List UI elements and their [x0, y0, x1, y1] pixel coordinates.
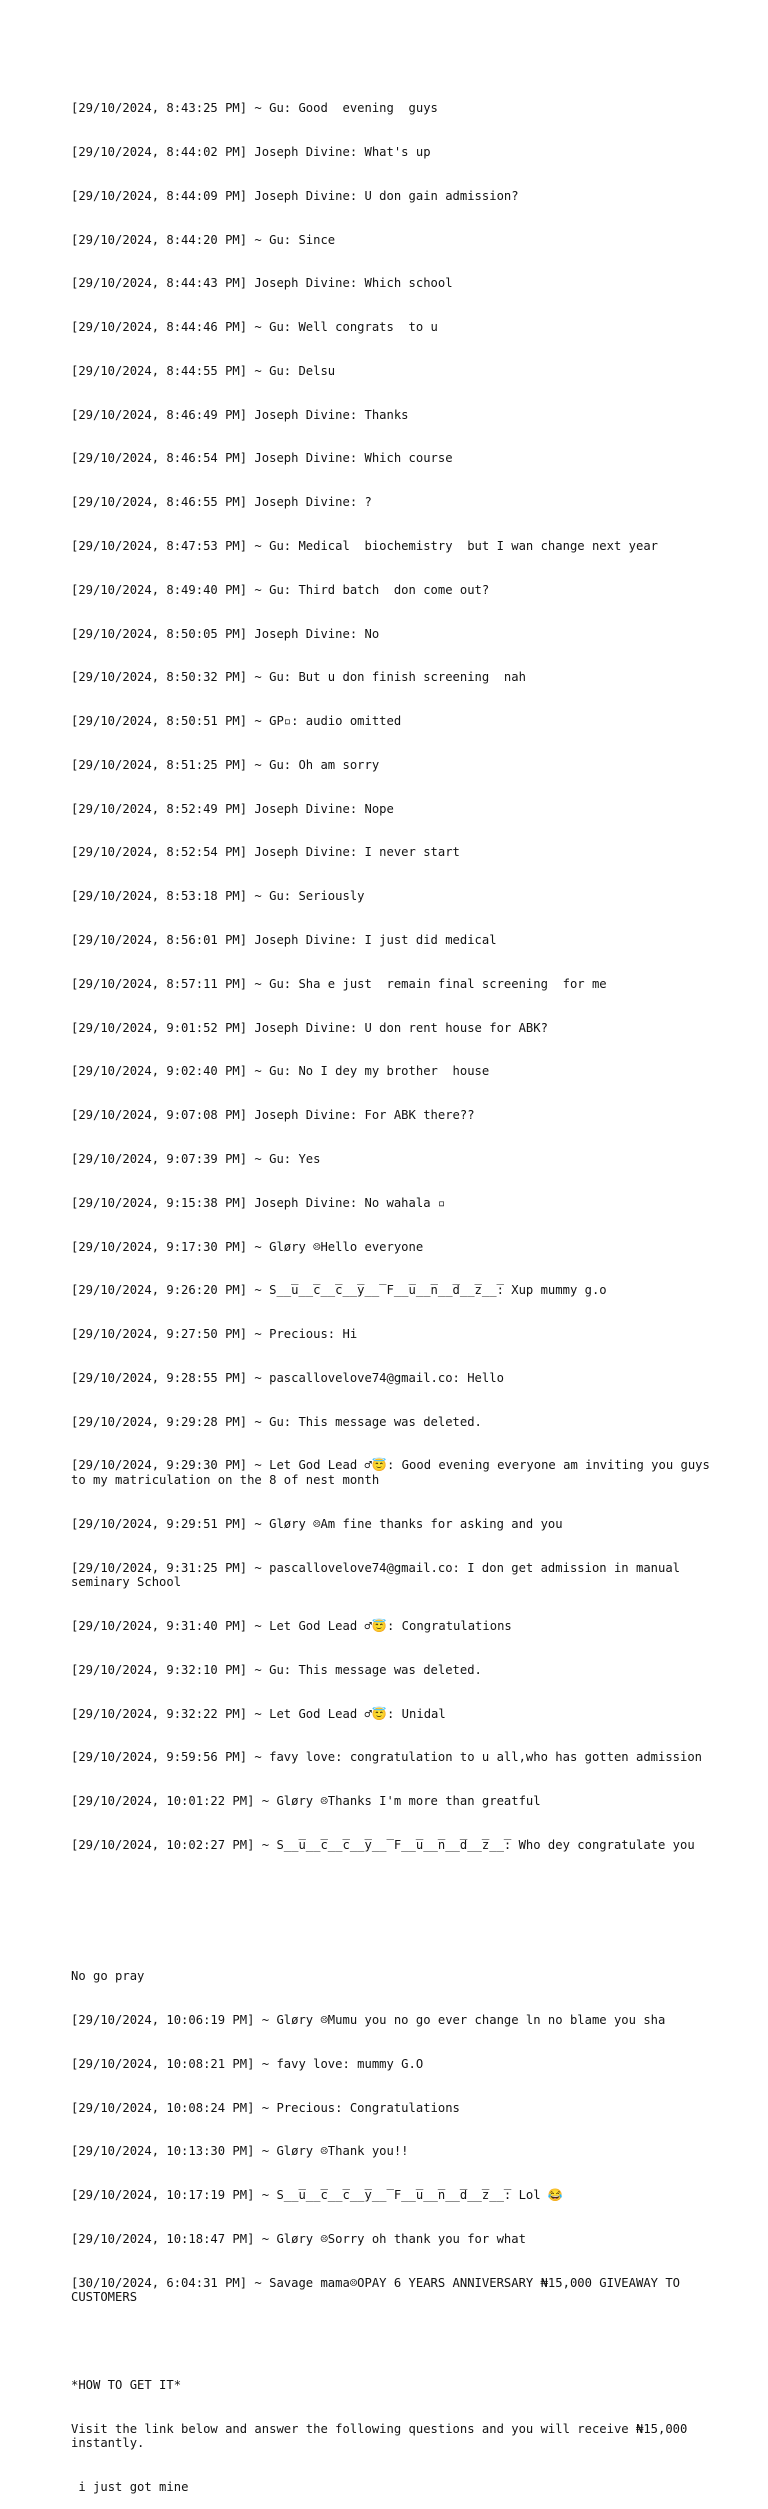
chat-line: [29/10/2024, 9:28:55 PM] ~ pascallovelove74@gmail.co: Hello [71, 1370, 504, 1385]
blank-line [71, 2334, 731, 2349]
chat-line: [29/10/2024, 8:44:46 PM] ~ Gu: Well congrats to u [71, 320, 438, 335]
chat-line: [29/10/2024, 10:13:30 PM] ~ Gløry ☹Thank you!! [71, 2144, 409, 2159]
chat-line: [29/10/2024, 9:29:30 PM] ~ Let God Lead ♂😇: Good evening everyone am inviting you guys to my matriculation on the 8 of nest month [71, 1458, 718, 1487]
chat-line: [29/10/2024, 9:07:08 PM] Joseph Divine: For ABK there?? [71, 1108, 475, 1123]
chat-line: [29/10/2024, 10:06:19 PM] ~ Gløry ☹Mumu you no go ever change ln no blame you sha [71, 2012, 666, 2027]
blank-line [71, 1882, 731, 1897]
chat-line: [29/10/2024, 8:57:11 PM] ~ Gu: Sha e just remain final screening for me [71, 976, 607, 991]
chat-line: [29/10/2024, 10:08:24 PM] ~ Precious: Congratulations [71, 2100, 460, 2115]
chat-line: [29/10/2024, 9:27:50 PM] ~ Precious: Hi [71, 1327, 358, 1342]
chat-line: [29/10/2024, 10:08:21 PM] ~ favy love: mummy G.O [71, 2056, 424, 2071]
chat-line: [29/10/2024, 8:44:43 PM] Joseph Divine: Which school [71, 276, 453, 291]
chat-line: [29/10/2024, 9:59:56 PM] ~ favy love: congratulation to u all,who has gotten admission [71, 1750, 703, 1765]
chat-line: [29/10/2024, 10:01:22 PM] ~ Gløry ☹Thanks I'm more than greatful [71, 1794, 541, 1809]
chat-line: [29/10/2024, 8:47:53 PM] ~ Gu: Medical biochemistry but I wan change next year [71, 539, 658, 553]
chat-line: [29/10/2024, 9:32:22 PM] ~ Let God Lead ♂😇: Unidal [71, 1706, 446, 1721]
chat-line: [29/10/2024, 9:29:28 PM] ~ Gu: This message was deleted. [71, 1414, 482, 1429]
chat-line: [29/10/2024, 8:44:55 PM] ~ Gu: Delsu [71, 363, 336, 378]
chat-line: [29/10/2024, 9:07:39 PM] ~ Gu: Yes [71, 1151, 321, 1166]
chat-line: [29/10/2024, 8:52:49 PM] Joseph Divine: Nope [71, 801, 394, 816]
chat-line: [29/10/2024, 8:44:02 PM] Joseph Divine: What's up [71, 144, 431, 159]
chat-line: [29/10/2024, 8:56:01 PM] Joseph Divine: I just did medical [71, 933, 497, 948]
chat-line: [29/10/2024, 9:15:38 PM] Joseph Divine: No wahala ▫ [71, 1195, 446, 1210]
chat-line: [29/10/2024, 8:50:51 PM] ~ GP▫: audio omitted [71, 714, 402, 729]
chat-line: [29/10/2024, 10:18:47 PM] ~ Gløry ☹Sorry oh thank you for what [71, 2231, 526, 2246]
chat-line: [29/10/2024, 9:29:51 PM] ~ Gløry ☹Am fine thanks for asking and you [71, 1516, 563, 1531]
chat-line: [29/10/2024, 9:31:25 PM] ~ pascallovelove74@gmail.co: I don get admission in manual seminary School [71, 1560, 688, 1590]
chat-line: [29/10/2024, 8:43:25 PM] ~ Gu: Good evening guys [71, 101, 438, 116]
chat-line: [29/10/2024, 9:17:30 PM] ~ Gløry ☹Hello everyone [71, 1239, 424, 1254]
chat-line: [29/10/2024, 9:26:20 PM] ~ S̲̲̅̅u̲̲̅̅c̲̲̅̅c̲̲̅̅y̲̲̅̅ F̲̲̅̅u̲̲̅̅n̲̲̅̅d̲̲̅̅z̲̲̅̅: Xup mummy g.o [71, 1283, 607, 1298]
chat-export-document [71, 72, 731, 2509]
chat-line: [29/10/2024, 8:49:40 PM] ~ Gu: Third batch don come out? [71, 582, 490, 597]
chat-line: [29/10/2024, 8:46:49 PM] Joseph Divine: Thanks [71, 407, 409, 422]
continuation-line: i just got mine [71, 2479, 189, 2494]
chat-line: [29/10/2024, 8:50:32 PM] ~ Gu: But u don finish screening nah [71, 670, 526, 685]
chat-line: [29/10/2024, 9:32:10 PM] ~ Gu: This message was deleted. [71, 1662, 482, 1677]
chat-line: [29/10/2024, 8:46:55 PM] Joseph Divine: ? [71, 495, 372, 510]
chat-line: [29/10/2024, 8:44:09 PM] Joseph Divine: U don gain admission? [71, 188, 519, 203]
continuation-line: *HOW TO GET IT* [71, 2377, 182, 2392]
chat-line: [29/10/2024, 8:53:18 PM] ~ Gu: Seriously [71, 889, 365, 904]
continuation-line: No go pray [71, 1969, 145, 1984]
chat-line: [29/10/2024, 8:50:05 PM] Joseph Divine: No [71, 626, 380, 641]
chat-line: [29/10/2024, 8:44:20 PM] ~ Gu: Since [71, 232, 336, 247]
chat-line: [29/10/2024, 10:17:19 PM] ~ S̲̲̅̅u̲̲̅̅c̲̲̅̅c̲̲̅̅y̲̲̅̅ F̲̲̅̅u̲̲̅̅n̲̲̅̅d̲̲̅̅z̲̲̅̅: Lol 😂 [71, 2188, 564, 2203]
chat-line: [29/10/2024, 8:46:54 PM] Joseph Divine: Which course [71, 451, 453, 466]
continuation-line: Visit the link below and answer the following questions and you will receive ₦15,000 instantly. [71, 2421, 695, 2451]
chat-line: [29/10/2024, 8:52:54 PM] Joseph Divine: I never start [71, 845, 460, 860]
chat-line: [29/10/2024, 9:02:40 PM] ~ Gu: No I dey my brother house [71, 1064, 490, 1079]
chat-line: [30/10/2024, 6:04:31 PM] ~ Savage mama☹OPAY 6 YEARS ANNIVERSARY ₦15,000 GIVEAWAY TO CUSTOMERS [71, 2275, 688, 2305]
chat-line: [29/10/2024, 8:51:25 PM] ~ Gu: Oh am sorry [71, 757, 380, 772]
chat-line: [29/10/2024, 9:31:40 PM] ~ Let God Lead ♂😇: Congratulations [71, 1618, 512, 1633]
blank-line [71, 1925, 731, 1940]
chat-line: [29/10/2024, 9:01:52 PM] Joseph Divine: U don rent house for ABK? [71, 1020, 548, 1035]
chat-line: [29/10/2024, 10:02:27 PM] ~ S̲̲̅̅u̲̲̅̅c̲̲̅̅c̲̲̅̅y̲̲̅̅ F̲̲̅̅u̲̲̅̅n̲̲̅̅d̲̲̅̅z̲̲̅̅: Who dey congratulate you [71, 1837, 695, 1852]
